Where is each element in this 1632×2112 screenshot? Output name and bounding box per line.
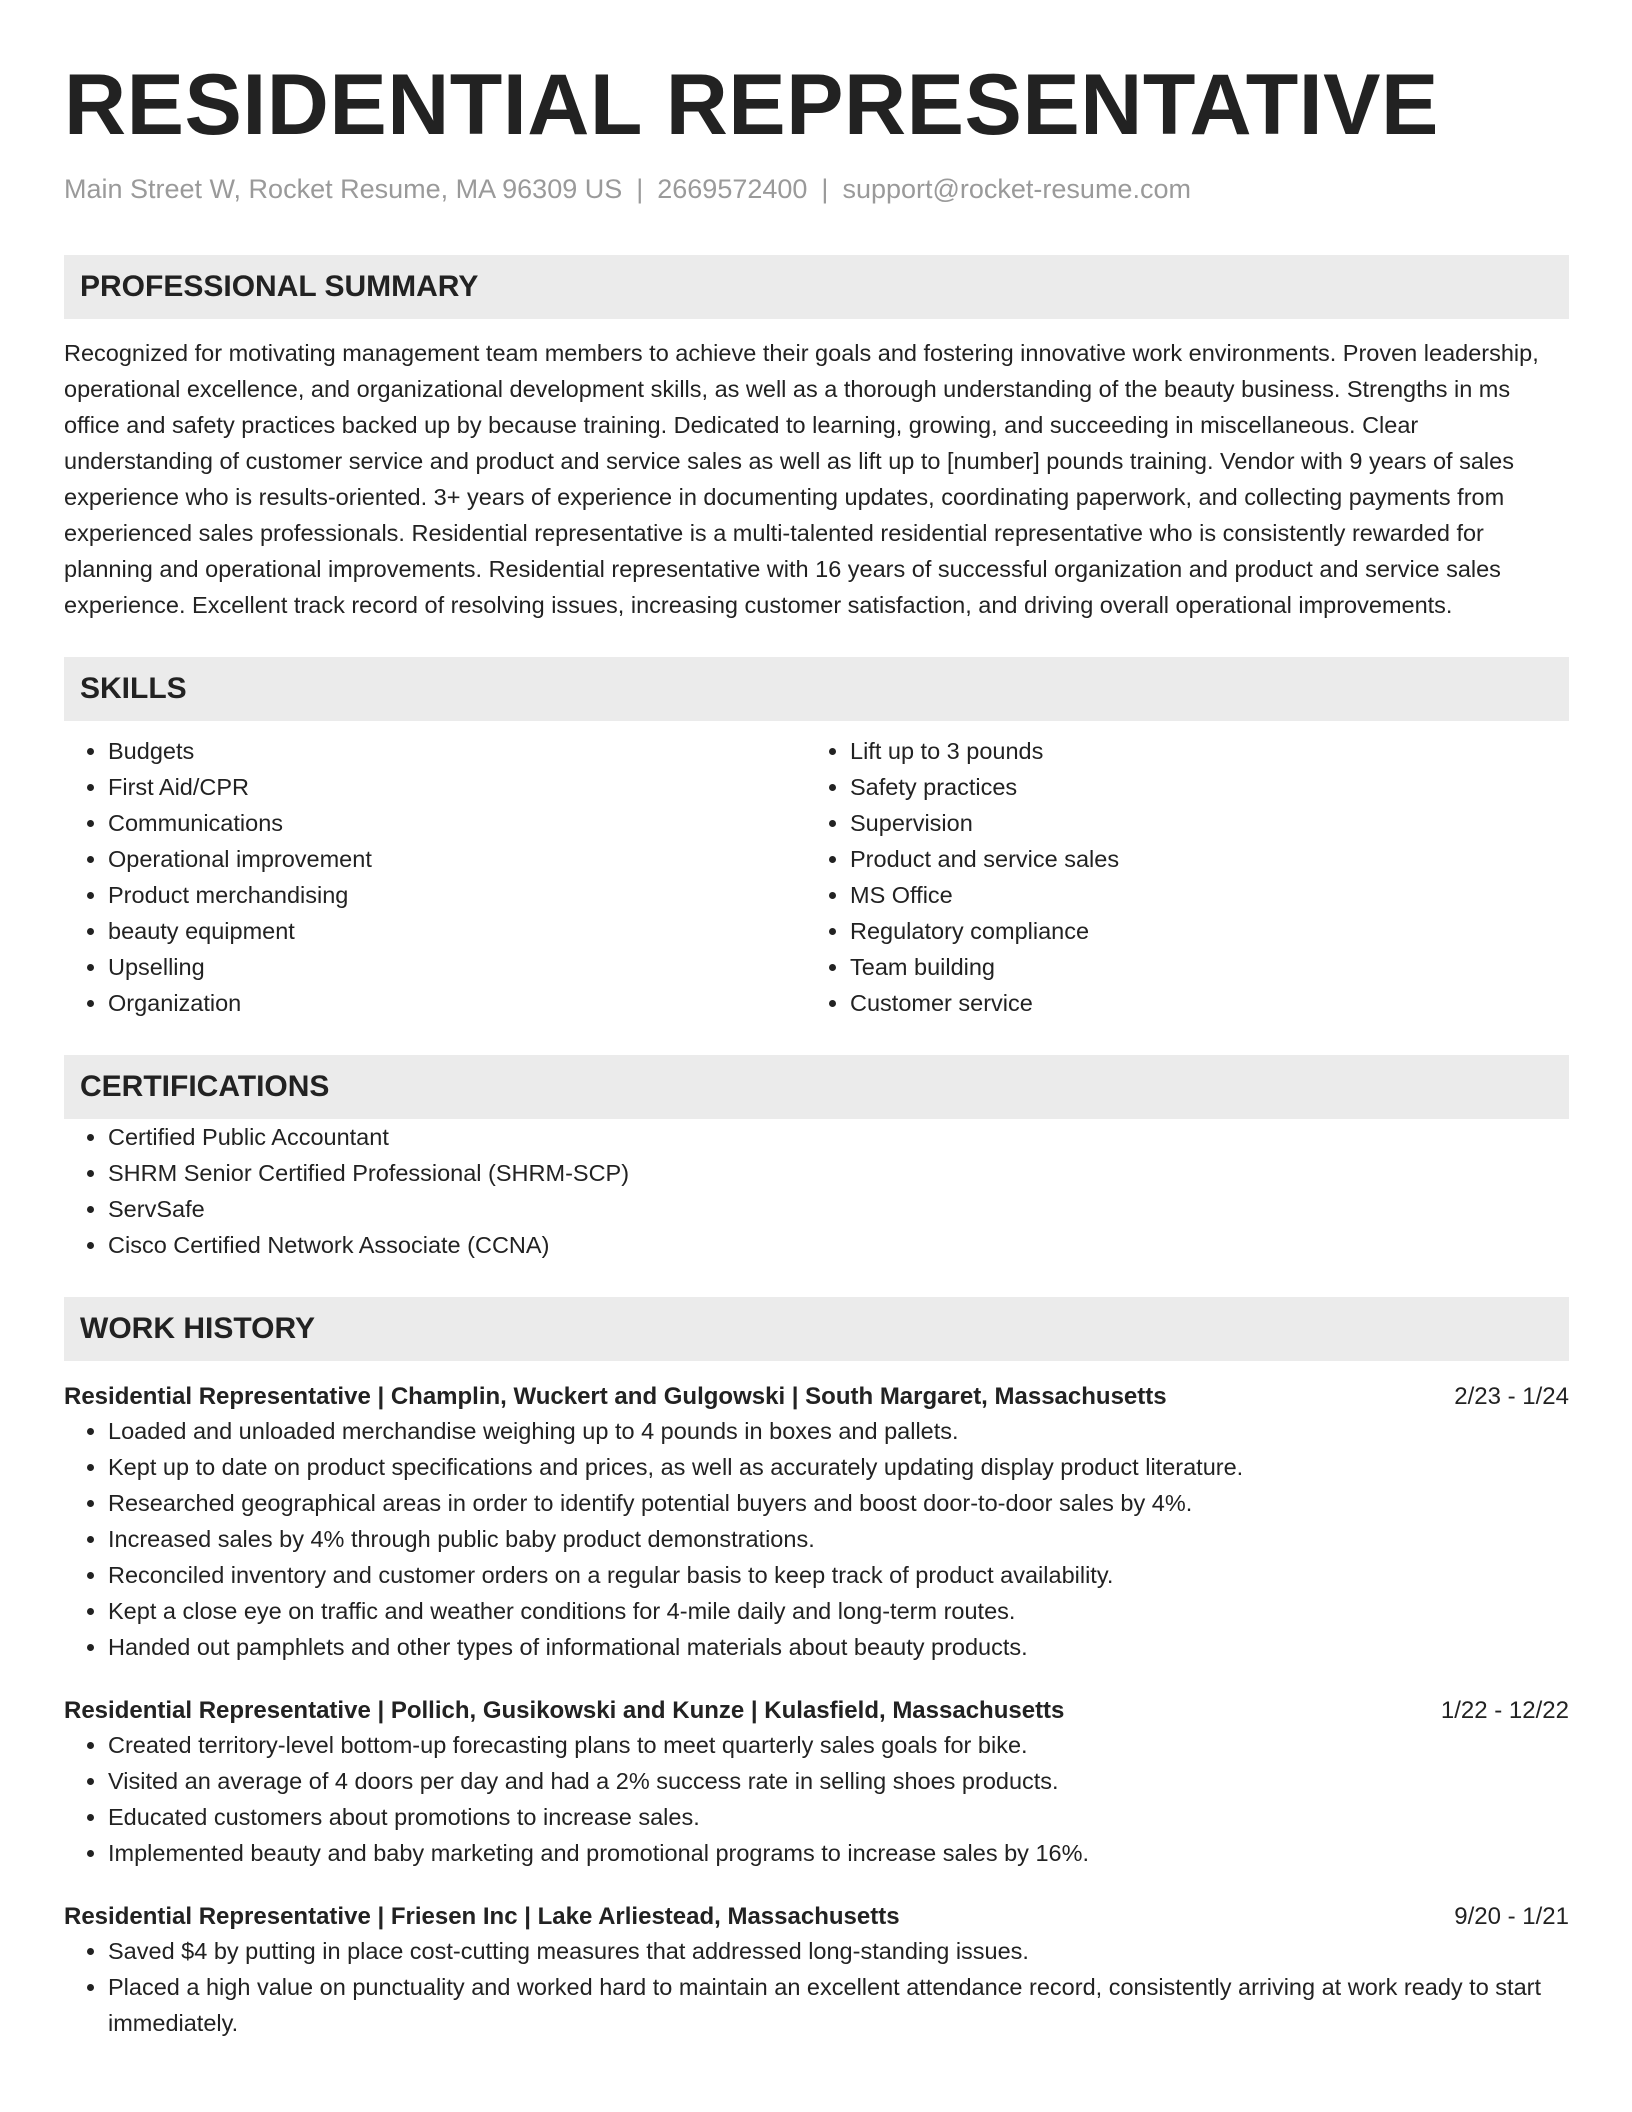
job-bullets <box>64 1933 1569 2041</box>
job-bullet: • Researched geographical areas in order to identify potential buyers and boost door-to-door sales by 4%. <box>108 1485 1569 1521</box>
job-bullet: • Educated customers about promotions to increase sales. <box>108 1799 1569 1835</box>
skill-item: • Regulatory compliance <box>850 913 1548 949</box>
job-dates: 1/22 - 12/22 <box>1440 1697 1569 1724</box>
certification-item: • ServSafe <box>108 1191 1569 1227</box>
job-bullet: • Handed out pamphlets and other types of informational materials about beauty products. <box>108 1629 1569 1665</box>
job-bullet: • Kept a close eye on traffic and weather conditions for 4-mile daily and long-term routes. <box>108 1593 1569 1629</box>
skill-item: • First Aid/CPR <box>108 769 806 805</box>
skill-item: • Communications <box>108 805 806 841</box>
contact-line <box>64 174 1569 205</box>
skill-item: • beauty equipment <box>108 913 806 949</box>
job-header <box>64 1381 1569 1413</box>
job-bullet: • Reconciled inventory and customer orders on a regular basis to keep track of product availability. <box>108 1557 1569 1593</box>
job-entry <box>64 1901 1569 2041</box>
work-history-heading: WORK HISTORY <box>64 1297 1569 1361</box>
contact-phone: 2669572400 <box>657 174 808 204</box>
contact-address: Main Street W, Rocket Resume, MA 96309 US <box>64 174 623 204</box>
job-bullets <box>64 1727 1569 1871</box>
skills-column-left <box>64 733 806 1021</box>
skill-item: • Upselling <box>108 949 806 985</box>
skill-item: • Operational improvement <box>108 841 806 877</box>
resume-name: RESIDENTIAL REPRESENTATIVE <box>64 57 1439 153</box>
summary-text: Recognized for motivating management team members to achieve their goals and fostering innovative work environments. Proven leadership, operational excellence, and organizational development skills, as well as a thorough understanding of the beauty business. Strengths in ms office and safety practices backed up by because training. Dedicated to learning, growing, and succeeding in miscellaneous. Clear understanding of customer service and product and service sales as well as lift up to [number] pounds training. Vendor with 9 years of sales experience who is results-oriented. 3+ years of experience in documenting updates, coordinating paperwork, and collecting payments from experienced sales professionals. Residential representative is a multi-talented residential representative who is consistently rewarded for planning and operational improvements. Residential representative with 16 years of successful organization and product and service sales experience. Excellent track record of resolving issues, increasing customer satisfaction, and driving overall operational improvements. <box>64 340 1539 618</box>
certification-item: • Certified Public Accountant <box>108 1119 1569 1155</box>
job-entry <box>64 1381 1569 1665</box>
job-bullet: • Created territory-level bottom-up forecasting plans to meet quarterly sales goals for bike. <box>108 1727 1569 1763</box>
skills-heading: SKILLS <box>64 657 1569 721</box>
certification-item: • Cisco Certified Network Associate (CCNA) <box>108 1227 1569 1263</box>
skill-item: • Customer service <box>850 985 1548 1021</box>
job-bullet: • Visited an average of 4 doors per day and had a 2% success rate in selling shoes products. <box>108 1763 1569 1799</box>
skills-list-right <box>806 733 1548 1021</box>
certifications-heading: CERTIFICATIONS <box>64 1055 1569 1119</box>
skills-list-left <box>64 733 806 1021</box>
skill-item: • Supervision <box>850 805 1548 841</box>
skill-item: • Product merchandising <box>108 877 806 913</box>
certifications-list <box>64 1119 1569 1263</box>
skill-item: • Safety practices <box>850 769 1548 805</box>
skill-item: • Team building <box>850 949 1548 985</box>
skills-column-right <box>806 733 1548 1021</box>
job-entry <box>64 1695 1569 1871</box>
job-bullet: • Placed a high value on punctuality and worked hard to maintain an excellent attendance record, consistently arriving at work ready to start immediately. <box>108 1969 1569 2041</box>
job-bullet: • Implemented beauty and baby marketing and promotional programs to increase sales by 16%. <box>108 1835 1569 1871</box>
skill-item: • Organization <box>108 985 806 1021</box>
contact-separator: | <box>821 174 829 204</box>
summary-heading: PROFESSIONAL SUMMARY <box>64 255 1569 319</box>
skills-columns <box>64 733 1569 1021</box>
skill-item: • Budgets <box>108 733 806 769</box>
job-dates: 2/23 - 1/24 <box>1454 1383 1569 1410</box>
job-bullet: • Loaded and unloaded merchandise weighing up to 4 pounds in boxes and pallets. <box>108 1413 1569 1449</box>
job-title: Residential Representative | Pollich, Gusikowski and Kunze | Kulasfield, Massachusetts <box>64 1697 1065 1724</box>
skill-item: • Lift up to 3 pounds <box>850 733 1548 769</box>
job-title: Residential Representative | Friesen Inc | Lake Arliestead, Massachusetts <box>64 1903 900 1930</box>
job-dates: 9/20 - 1/21 <box>1454 1903 1569 1930</box>
job-bullet: • Increased sales by 4% through public baby product demonstrations. <box>108 1521 1569 1557</box>
job-header <box>64 1695 1569 1727</box>
skill-item: • Product and service sales <box>850 841 1548 877</box>
job-bullets <box>64 1413 1569 1665</box>
job-bullet: • Saved $4 by putting in place cost-cutting measures that addressed long-standing issues. <box>108 1933 1569 1969</box>
job-bullet: • Kept up to date on product specifications and prices, as well as accurately updating display product literature. <box>108 1449 1569 1485</box>
certification-item: • SHRM Senior Certified Professional (SHRM-SCP) <box>108 1155 1569 1191</box>
skill-item: • MS Office <box>850 877 1548 913</box>
job-header <box>64 1901 1569 1933</box>
job-title: Residential Representative | Champlin, Wuckert and Gulgowski | South Margaret, Massachusetts <box>64 1383 1167 1410</box>
contact-email: support@rocket-resume.com <box>842 174 1191 204</box>
contact-separator: | <box>636 174 644 204</box>
